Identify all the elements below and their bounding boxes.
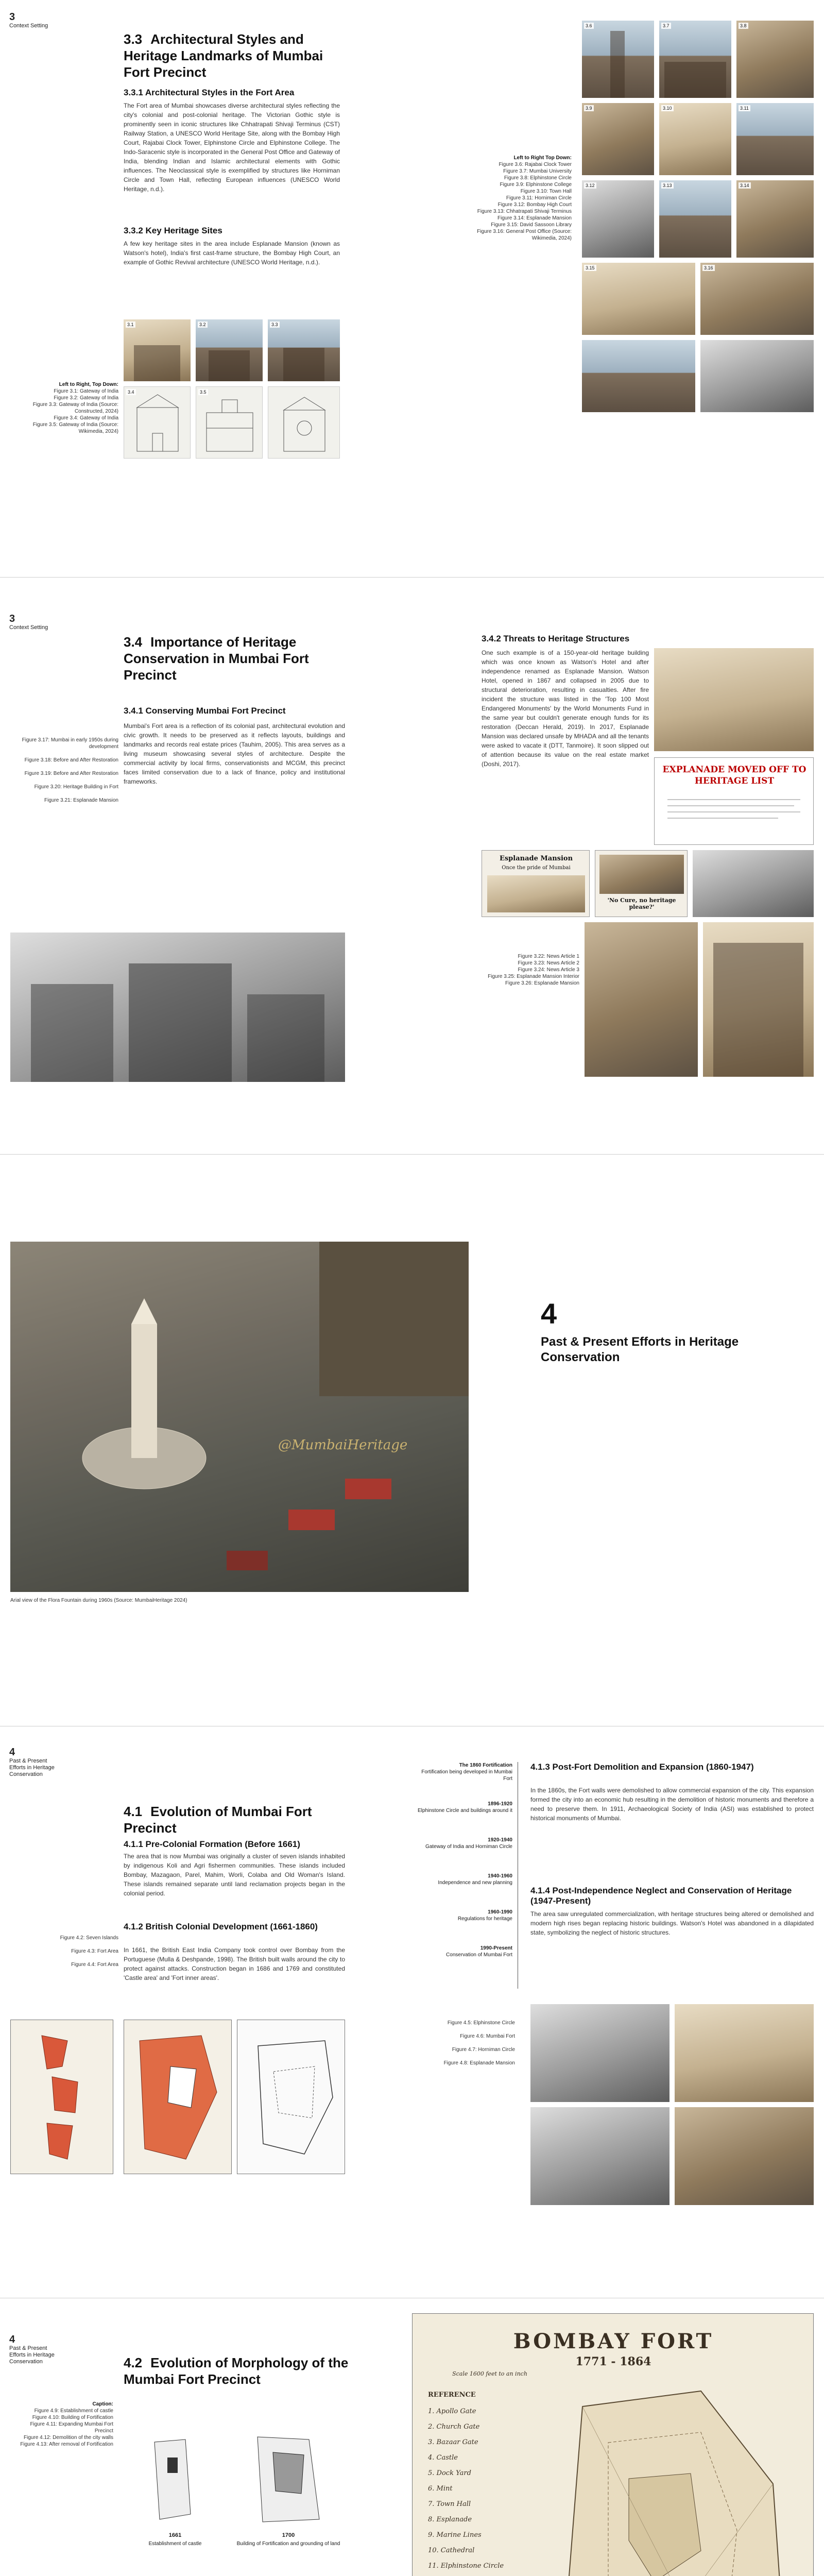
caption: Figure 4.12: Demolition of the city walls	[24, 2435, 113, 2441]
caption: Figure 3.25: Esplanade Mansion Interior	[488, 974, 579, 979]
morph-label: Building of Fortification and grounding of land	[236, 2541, 340, 2547]
landmark-photo	[659, 21, 731, 98]
timeline-label: The 1860 Fortification	[459, 1762, 512, 1768]
subsection-title: 3.3.2 Key Heritage Sites	[124, 226, 222, 235]
paragraph: The area that is now Mumbai was originally a cluster of seven islands inhabited by indigenous Koli and Agri fishermen communities. These islands included Bombay, Mazagaon, Parel, Mahim, Worli, Colaba and Old Woman's Island. These islands remained separate until land reclamation projects began in the colonial period.	[124, 1853, 345, 1897]
caption: Figure 3.13: Chhatrapati Shivaji Terminus	[477, 209, 572, 214]
fort-map-icon	[124, 2020, 232, 2174]
timeline-text: Fortification being developed in Mumbai Fort	[421, 1769, 512, 1782]
caption: Figure 4.2: Seven Islands	[60, 1935, 118, 1941]
subsection-title: 4.1.1 Pre-Colonial Formation (Before 1661)	[124, 1839, 300, 1849]
timeline-item	[412, 1801, 512, 1814]
map-ref: 8. Esplanade	[428, 2516, 472, 2523]
page-3-3	[0, 0, 824, 577]
building-sketch-icon	[196, 387, 263, 459]
news-clipping	[482, 850, 590, 917]
fort-area-sketch	[237, 2020, 345, 2174]
caption: Figure 3.12: Bombay High Court	[497, 202, 572, 208]
historic-photo	[675, 2004, 814, 2102]
landmark-photo	[124, 319, 191, 381]
esplanade-photo	[654, 648, 814, 751]
landmark-photo	[736, 21, 814, 98]
map-scale: Scale 1600 feet to an inch	[452, 2370, 527, 2377]
landmark-photo	[659, 180, 731, 258]
news-headline: Esplanade Mansion	[499, 855, 573, 862]
fort-outline-icon	[413, 2314, 814, 2576]
caption: Figure 3.15: David Sassoon Library	[491, 222, 572, 228]
fountain-icon	[10, 1242, 469, 1592]
caption: Figure 4.5: Elphinstone Circle	[447, 2020, 515, 2026]
caption: Figure 3.19: Before and After Restoration	[24, 771, 118, 776]
photo-tag: 3.6	[584, 23, 594, 29]
caption: Figure 4.13: After removal of Fortification	[20, 2442, 113, 2447]
paragraph: A few key heritage sites in the area include Esplanade Mansion (known as Watson's hotel), India's first cast-frame structure, the Bombay High Court, an example of Gothic Revival architecture (UNESCO World Heritage, n.d.).	[124, 240, 340, 266]
timeline-item	[412, 1909, 512, 1922]
timeline-label: 1960-1990	[488, 1909, 512, 1915]
landmark-photo	[736, 180, 814, 258]
chapter-4-cover	[0, 1159, 824, 1726]
page-3-4	[0, 582, 824, 1154]
caption: Figure 3.16: General Post Office (Source: Wikimedia, 2024)	[477, 229, 572, 241]
chapter-title: Past & Present Efforts in Heritage Conservation	[541, 1335, 739, 1364]
landmark-photo	[582, 21, 654, 98]
section-title-text: Evolution of Morphology of the Mumbai Fort Precinct	[124, 2355, 349, 2387]
chapter-tab	[9, 2334, 56, 2365]
caption: Figure 3.1: Gateway of India	[54, 388, 118, 394]
news-clipping	[595, 850, 688, 917]
map-ref: 6. Mint	[428, 2485, 453, 2493]
chapter-label: Context Setting	[9, 624, 48, 631]
subsection-title: 3.4.1 Conserving Mumbai Fort Precinct	[124, 706, 286, 716]
section-number: 3.4	[124, 634, 143, 650]
chapter-tab	[9, 1747, 56, 1778]
section-number: 4.2	[124, 2355, 143, 2370]
section-title	[124, 2354, 350, 2387]
photo-watermark: @MumbaiHeritage	[278, 1437, 408, 1453]
caption: Figure 4.4: Fort Area	[71, 1962, 118, 1968]
timeline-label: 1920-1940	[488, 1837, 512, 1843]
news-subhead: Once the pride of Mumbai	[502, 865, 571, 871]
caption: Figure 3.11: Horniman Circle	[506, 195, 572, 201]
timeline-label: 1990-Present	[480, 1945, 512, 1951]
caption: Figure 4.9: Establishment of castle	[34, 2408, 113, 2414]
caption: Figure 3.4: Gateway of India	[54, 415, 118, 421]
chapter-number: 4	[9, 2334, 15, 2345]
subsection-title: 3.3.1 Architectural Styles in the Fort Area	[124, 88, 295, 97]
historic-photo	[530, 2004, 670, 2102]
caption: Figure 3.26: Esplanade Mansion	[505, 980, 579, 986]
caption: Figure 3.18: Before and After Restoration	[24, 757, 118, 763]
timeline-item	[412, 1837, 512, 1850]
photo-tag: 3.1	[126, 321, 135, 328]
historic-photo	[675, 2107, 814, 2205]
flora-fountain-aerial-photo	[10, 1242, 469, 1592]
building-sketch-icon	[268, 387, 340, 459]
map-ref: 1. Apollo Gate	[428, 2408, 476, 2415]
paragraph: One such example is of a 150-year-old heritage building which was once known as Watson's Hotel and after independence renamed as Esplanade Mansion. Watson Hotel, opened in 1867 and collapsed in 2005 due to structural deterioration, resulting in casualties. After fire incident the structure was listed in the 'Top 100 Most Endangered Monuments' by the World Monuments Fund in the same year but couldn't generate enough funds for its restoration (Deccan Herald, 2019). In 2017, Esplanade Mansion was declared unsafe by MHADA and all the tenants were asked to vacate it (DTT, Tanmoire). It soon slipped out of attention because its value on the real estate market (Doshi, 2017).	[482, 649, 649, 768]
caption: Figure 3.9: Elphinstone College	[500, 182, 572, 188]
morphology-map	[232, 2427, 345, 2530]
photo-tag: 3.2	[198, 321, 208, 328]
photo-tag: 3.13	[661, 182, 674, 189]
esplanade-interior-photo	[585, 922, 698, 1077]
chapter-tab	[9, 11, 48, 29]
caption: Figure 3.22: News Article 1	[518, 954, 579, 959]
year-label: 1661	[168, 2532, 182, 2538]
historic-photo	[10, 933, 345, 1082]
chapter-number: 4	[541, 1297, 557, 1330]
photo-tag: 3.7	[661, 23, 671, 29]
chapter-label: Past & Present Efforts in Heritage Conservation	[9, 2345, 55, 2365]
news-headline: EXPLANADE MOVED OFF TO HERITAGE LIST	[662, 765, 806, 786]
photo-tag: 3.11	[739, 105, 750, 111]
timeline-item	[412, 1762, 512, 1782]
news-clipping	[654, 757, 814, 845]
photo-tag: 3.4	[126, 389, 136, 395]
map-ref: 11. Elphinstone Circle	[428, 2562, 504, 2570]
map-ref: 7. Town Hall	[428, 2500, 471, 2508]
news-photo	[693, 850, 814, 917]
caption: Figure 3.3: Gateway of India (Source: Constructed, 2024)	[32, 402, 118, 414]
map-ref: 5. Dock Yard	[428, 2469, 471, 2477]
timeline-text: Gateway of India and Horniman Circle	[425, 1844, 512, 1850]
figure-captions	[10, 381, 118, 435]
caption: Figure 3.23: News Article 2	[518, 960, 579, 966]
timeline-text: Elphinstone Circle and buildings around it	[417, 1808, 512, 1814]
esplanade-facade-photo	[703, 922, 814, 1077]
photo-tag: 3.16	[702, 265, 715, 271]
paragraph: In 1661, the British East India Company took control over Bombay from the Portuguese (Mulla & Deshpande, 1998). The British built walls around the city to protect against attacks. Construction began in 1686 and 1769 and constituted 'Castle area' and 'Fort inner areas'.	[124, 1946, 345, 1981]
subsection-title: 4.1.4 Post-Independence Neglect and Conservation of Heritage (1947-Present)	[530, 1886, 792, 1906]
timeline-text: Regulations for heritage	[457, 1916, 512, 1922]
chapter-heading	[541, 1298, 788, 1365]
page-divider	[0, 577, 824, 578]
timeline-item	[412, 1945, 512, 1958]
map-ref: 3. Bazaar Gate	[428, 2438, 478, 2446]
caption: Figure 4.7: Horniman Circle	[452, 2047, 515, 2053]
section-title	[124, 31, 340, 80]
map-ref: 2. Church Gate	[428, 2423, 480, 2431]
caption: Figure 4.6: Mumbai Fort	[460, 2033, 515, 2039]
caption: Figure 3.8: Elphinstone Circle	[504, 175, 572, 181]
caption: Figure 4.11: Expanding Mumbai Fort Precinct	[30, 2421, 113, 2434]
map-ref: 10. Cathedral	[428, 2547, 475, 2554]
timeline-text: Conservation of Mumbai Fort	[446, 1952, 512, 1958]
map-ref: 4. Castle	[428, 2454, 458, 2462]
seven-islands-map	[10, 2020, 113, 2174]
photo-caption: Arial view of the Flora Fountain during 1960s (Source: MumbaiHeritage 2024)	[10, 1598, 187, 1603]
map-years: 1771 - 1864	[575, 2355, 651, 2368]
figure-captions	[10, 737, 118, 804]
section-title-text: Importance of Heritage Conservation in Mumbai Fort Precinct	[124, 634, 309, 683]
figure-captions	[482, 953, 579, 987]
caption: Figure 4.10: Building of Fortification	[32, 2415, 113, 2420]
caption: Figure 3.5: Gateway of India (Source: Wikimedia, 2024)	[32, 422, 118, 434]
news-headline: 'No Cure, no heritage please?'	[607, 897, 676, 910]
landmark-photo	[582, 340, 695, 412]
caption: Figure 3.2: Gateway of India	[54, 395, 118, 401]
bombay-fort-historic-map	[412, 2313, 814, 2576]
caption-head: Caption:	[92, 2401, 113, 2407]
timeline-label: 1940-1960	[488, 1873, 512, 1879]
figure-captions	[10, 2401, 113, 2448]
year-label: 1700	[282, 2532, 295, 2538]
subsection-title: 4.1.2 British Colonial Development (1661-1860)	[124, 1922, 318, 1931]
page-divider	[0, 1154, 824, 1155]
landmark-photo	[582, 103, 654, 175]
page-4-1	[0, 1731, 824, 2298]
section-title-text: Architectural Styles and Heritage Landmarks of Mumbai Fort Precinct	[124, 31, 323, 80]
caption: Figure 4.3: Fort Area	[71, 1948, 118, 1954]
subsection-title: 3.4.2 Threats to Heritage Structures	[482, 634, 630, 643]
photo-tag: 3.3	[270, 321, 280, 328]
landmark-photo	[196, 319, 263, 381]
landmark-photo	[700, 263, 814, 335]
caption: Figure 3.21: Esplanade Mansion	[44, 798, 118, 803]
chapter-number: 3	[9, 11, 15, 23]
building-sketch-icon	[124, 387, 191, 459]
caption: Figure 3.10: Town Hall	[520, 189, 572, 194]
landmark-sketch	[124, 386, 191, 459]
landmark-photo	[582, 263, 695, 335]
landmark-photo	[268, 319, 340, 381]
map-ref: 9. Marine Lines	[428, 2531, 482, 2539]
morph-label: Establishment of castle	[148, 2541, 202, 2547]
morphology-icon	[124, 2427, 227, 2530]
caption: Figure 3.6: Rajabai Clock Tower	[499, 162, 572, 167]
islands-map-icon	[11, 2020, 113, 2174]
historic-photo	[530, 2107, 670, 2205]
photo-tag: 3.14	[739, 182, 751, 189]
section-number: 3.3	[124, 31, 143, 47]
fort-area-map	[124, 2020, 232, 2174]
figure-captions	[10, 1935, 118, 1968]
paragraph: The Fort area of Mumbai showcases diverse architectural styles reflecting the city's colonial and post-colonial heritage. The Victorian Gothic style is prominently seen in iconic structures like Chhatrapati Shivaji Terminus (CST) Railway Station, a UNESCO World Heritage Site, along with the Bombay High Court, Rajabai Clock Tower, Elphinstone Circle and Elphinstone College. The Indo-Saracenic style is incorporated in the General Post Office and Gateway of India, blending Indian and Islamic architectural elements with Gothic influences. The Neoclassical style is exemplified by structures like Horniman Circle and Town Hall, reflecting European influences (UNESCO World Heritage, n.d.).	[124, 102, 340, 193]
caption: Figure 3.24: News Article 3	[518, 967, 579, 973]
chapter-label: Context Setting	[9, 23, 48, 29]
landmark-sketch	[268, 386, 340, 459]
figure-captions	[464, 155, 572, 242]
caption: Figure 3.7: Mumbai University	[503, 168, 572, 174]
morphology-icon	[232, 2427, 345, 2530]
paragraph: The area saw unregulated commercialization, with heritage structures being altered or demolished and modern high rises began replacing historic buildings. Watson's Hotel was abandoned in a dilapidated state, symbolizing the neglect of historic structures.	[530, 1910, 814, 1936]
caption: Figure 3.20: Heritage Building in Fort	[34, 784, 118, 790]
caption-head: Left to Right Top Down:	[513, 155, 572, 161]
subsection-title: 4.1.3 Post-Fort Demolition and Expansion (1860-1947)	[530, 1762, 754, 1772]
photo-tag: 3.15	[584, 265, 596, 271]
chapter-label: Past & Present Efforts in Heritage Conservation	[9, 1758, 55, 1777]
caption: Figure 3.14: Esplanade Mansion	[497, 215, 572, 221]
landmark-photo	[736, 103, 814, 175]
section-title	[124, 634, 345, 683]
photo-tag: 3.9	[584, 105, 594, 111]
fort-sketch-icon	[237, 2020, 345, 2174]
chapter-number: 3	[9, 613, 15, 624]
photo-tag: 3.10	[661, 105, 674, 111]
figure-captions	[412, 2020, 515, 2066]
photo-tag: 3.8	[739, 23, 748, 29]
caption: Figure 3.17: Mumbai in early 1950s during development	[22, 737, 118, 750]
paragraph: In the 1860s, the Fort walls were demolished to allow commercial expansion of the city. This expansion formed the city into an economic hub resulting in the demolition of historic monuments and therefore a need to preserve them. In 1911, Archaeological Society of India (ASI) was established to protect historical monuments of Mumbai.	[530, 1787, 814, 1822]
timeline-text: Independence and new planning	[438, 1880, 512, 1886]
section-title	[124, 1803, 345, 1836]
chapter-number: 4	[9, 1747, 15, 1758]
timeline-label: 1896-1920	[488, 1801, 512, 1807]
morphology-map	[124, 2427, 227, 2530]
photo-tag: 3.12	[584, 182, 596, 189]
section-title-text: Evolution of Mumbai Fort Precinct	[124, 1804, 312, 1836]
caption-head: Left to Right, Top Down:	[59, 382, 118, 387]
landmark-photo	[659, 103, 731, 175]
landmark-sketch	[196, 386, 263, 459]
caption: Figure 4.8: Esplanade Mansion	[443, 2060, 515, 2066]
landmark-photo	[700, 340, 814, 412]
photo-tag: 3.5	[198, 389, 208, 395]
map-reference-head: REFERENCE	[428, 2391, 476, 2399]
section-number: 4.1	[124, 1804, 143, 1819]
chapter-tab	[9, 613, 48, 631]
page-4-2	[0, 2303, 824, 2576]
timeline-item	[412, 1873, 512, 1886]
paragraph: Mumbai's Fort area is a reflection of its colonial past, architectural evolution and civic growth. It needs to be preserved as it reflects layouts, buildings and landmarks and records real estate prices (Tauhim, 2005). This area serves as a living museum showcasing several styles of architecture. Despite the commercial activity by local firms, conservationists and MCGM, this precinct faces limited conservation due to a lack of finance, policy and institutional frameworks.	[124, 722, 345, 785]
landmark-photo	[582, 180, 654, 258]
map-title: BOMBAY FORT	[513, 2329, 714, 2353]
